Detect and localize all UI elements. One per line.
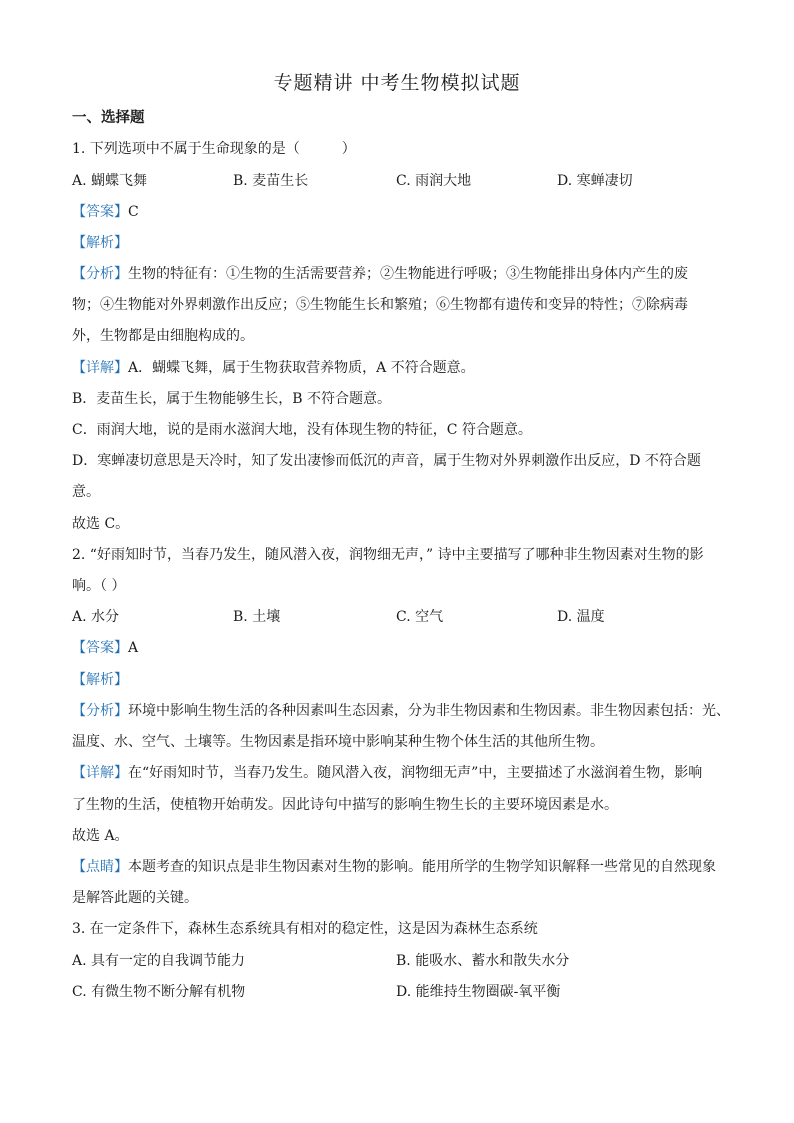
q2-option-a: A. 水分 <box>72 609 120 625</box>
fenxi-text: 环境中影响生物生活的各种因素叫生态因素，分为非生物因素和生物因素。非生物因素包括：光、 <box>128 703 730 719</box>
dianjing-text: 本题考查的知识点是非生物因素对生物的影响。能用所学的生物学知识解释一些常见的自然现象 <box>128 859 716 875</box>
q1-answer <box>72 202 139 222</box>
q2-option-b: B. 土壤 <box>233 609 281 625</box>
fenxi-tag: 【分析】 <box>72 266 128 282</box>
q2-stem-line-2: 响。（ ） <box>72 578 126 594</box>
xiangjie-tag: 【详解】 <box>72 360 128 376</box>
q1-option-c: C. 雨润大地 <box>396 173 472 189</box>
q1-xiangjie-line-4: D．寒蝉凄切意思是天冷时，知了发出凄惨而低沉的声音，属于生物对外界刺激作出反应，D 不符合题 <box>72 453 701 469</box>
dianjing-tag: 【点睛】 <box>72 859 128 875</box>
q1-conclusion: 故选 C。 <box>72 516 130 532</box>
q3-stem: 3. 在一定条件下，森林生态系统具有相对的稳定性，这是因为森林生态系统 <box>72 921 538 937</box>
q1-xiangjie-line-5: 意。 <box>72 484 100 500</box>
xiangjie-text: A．蝴蝶飞舞，属于生物获取营养物质，A 不符合题意。 <box>128 360 475 376</box>
q2-xiangjie-line-2: 了生物的生活，使植物开始萌发。因此诗句中描写的影响生物生长的主要环境因素是水。 <box>72 797 618 813</box>
answer-tag: 【答案】 <box>72 640 128 656</box>
q3-option-d: D. 能维持生物圈碳-氧平衡 <box>396 984 561 1000</box>
answer-value: C <box>128 204 139 220</box>
q1-fenxi-line-1 <box>72 264 688 284</box>
q3-option-a: A. 具有一定的自我调节能力 <box>72 953 246 969</box>
q2-analysis-tag: 【解析】 <box>72 672 128 688</box>
q1-option-a: A. 蝴蝶飞舞 <box>72 173 148 189</box>
section-heading: 一、选择题 <box>72 109 145 126</box>
q1-fenxi-line-2: 物；④生物能对外界刺激作出反应；⑤生物能生长和繁殖；⑥生物都有遗传和变异的特性；⑦除病毒 <box>72 297 688 313</box>
q2-dianjing-line-1 <box>72 857 716 877</box>
q2-xiangjie-line-1 <box>72 763 702 783</box>
q1-analysis-tag: 【解析】 <box>72 235 128 251</box>
q1-xiangjie-line-2: B．麦苗生长，属于生物能够生长，B 不符合题意。 <box>72 391 392 407</box>
q2-option-d: D. 温度 <box>557 609 605 625</box>
q2-option-c: C. 空气 <box>396 609 444 625</box>
answer-value: A <box>128 640 139 656</box>
q2-fenxi-line-1 <box>72 701 730 721</box>
answer-tag: 【答案】 <box>72 204 128 220</box>
q1-fenxi-line-3: 外，生物都是由细胞构成的。 <box>72 328 254 344</box>
q3-option-b: B. 能吸水、蓄水和散失水分 <box>396 953 570 969</box>
q1-stem: 1. 下列选项中不属于生命现象的是（ ） <box>72 141 356 157</box>
q2-conclusion: 故选 A。 <box>72 828 129 844</box>
q2-dianjing-line-2: 是解答此题的关键。 <box>72 890 198 906</box>
q1-xiangjie-line-1 <box>72 358 475 378</box>
q2-fenxi-line-2: 温度、水、空气、土壤等。生物因素是指环境中影响某种生物个体生活的其他所生物。 <box>72 734 604 750</box>
q2-answer <box>72 638 138 658</box>
q1-xiangjie-line-3: C．雨润大地，说的是雨水滋润大地，没有体现生物的特征，C 符合题意。 <box>72 422 532 438</box>
q1-option-b: B. 麦苗生长 <box>233 173 309 189</box>
q1-option-d: D. 寒蝉凄切 <box>557 173 633 189</box>
xiangjie-text: 在“好雨知时节，当春乃发生。随风潜入夜，润物细无声”中，主要描述了水滋润着生物，影响 <box>128 765 703 781</box>
fenxi-tag: 【分析】 <box>72 703 128 719</box>
q2-stem-line-1: 2. “好雨知时节，当春乃发生，随风潜入夜，润物细无声，” 诗中主要描写了哪种非生物因素对生物的影 <box>72 547 704 563</box>
fenxi-text: 生物的特征有：①生物的生活需要营养；②生物能进行呼吸；③生物能排出身体内产生的废 <box>128 266 688 282</box>
xiangjie-tag: 【详解】 <box>72 765 128 781</box>
page-title: 专题精讲 中考生物模拟试题 <box>273 72 521 94</box>
q3-option-c: C. 有微生物不断分解有机物 <box>72 984 246 1000</box>
